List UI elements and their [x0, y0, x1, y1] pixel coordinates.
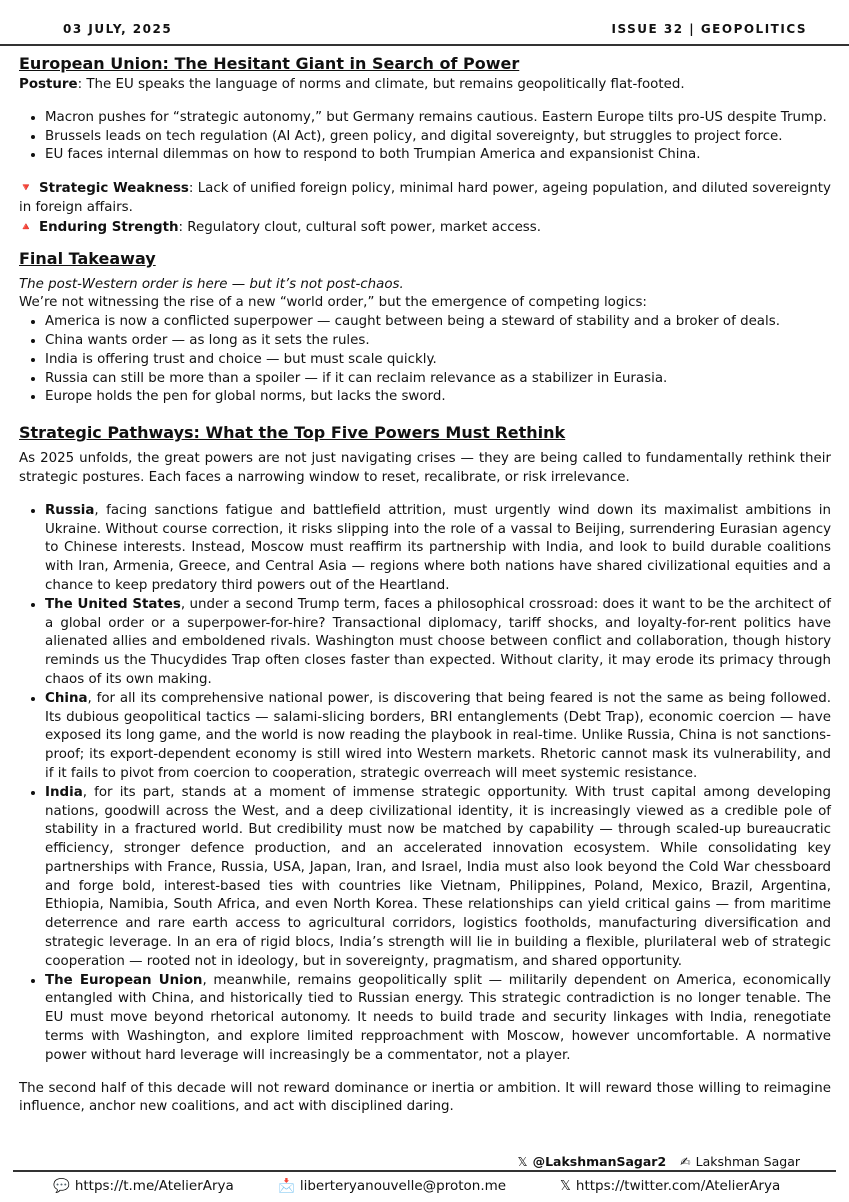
pathways-title: Strategic Pathways: What the Top Five Powers Must Rethink	[19, 423, 566, 443]
email-link[interactable]	[278, 1178, 506, 1194]
closing-paragraph: The second half of this decade will not reward dominance or inertia or ambition. It will reward those willing to reimagine influence, anchor new coalitions, and act with disciplined daring.	[19, 1080, 831, 1115]
red-up-triangle-icon: 🔺	[19, 219, 33, 233]
eu-strength	[19, 218, 831, 238]
power-text: , facing sanctions fatigue and battlefield attrition, must urgently wind down its maximalist ambitions in Ukraine. Without course correction, it risks slipping into the role of a vassal to Beijing, surrendering Eurasian agency to Chinese interests. Instead, Moscow must reaffirm its partnership with India, and look to build durable coalitions with Iran, Armenia, Greece, and Central Asia — regions where both nations have shared civilizational equities and a chance to keep predatory third powers out of the Heartland.	[45, 502, 831, 593]
list-item: • America is now a conflicted superpower — caught between being a steward of stability and a broker of deals.	[45, 313, 831, 332]
takeaway-title: Final Takeaway	[19, 248, 156, 268]
posture-label: Posture	[19, 77, 78, 92]
x-logo-icon: 𝕏	[517, 1154, 528, 1169]
power-text: , for its part, stands at a moment of immense strategic opportunity. With trust capital among developing nations, goodwill across the West, and a deep civilizational identity, it is increasingly viewed as a credible pole of stability in a fractured world. But credibility must now be matched by capability — through scaled-up bureaucratic efficiency, stronger defence production, and an accelerated innovation ecosystem. While consolidating key partnerships with France, Russia, USA, Japan, Iran, and Israel, India must also look beyond the Cold War chessboard and forge bold, interest-based ties with countries like Vietnam, Philippines, Poland, Mexico, Brazil, Argentina, Ethiopia, Namibia, South Africa, and even North Korea. These relationships can yield critical gains — from maritime deterrence and rare earth access to agricultural corridors, logistics footholds, manufacturing diversification and strategic leverage. In an era of rigid blocs, India’s strength will lie in building a flexible, plurilateral web of strategic cooperation — rooted not in ideology, but in sovereignty, pragmatism, and shared opportunity.	[45, 784, 831, 969]
telegram-url[interactable]: https://t.me/AtelierArya	[74, 1178, 234, 1194]
list-item	[45, 596, 831, 690]
pathways-intro: As 2025 unfolds, the great powers are not just navigating crises — they are being called to fundamentally rethink their strategic postures. Each faces a narrowing window to reset, recalibrate, or risk irrelevance.	[19, 451, 831, 485]
eu-bullet-list	[19, 109, 831, 165]
list-item	[45, 502, 831, 596]
list-item: • Brussels leads on tech regulation (AI Act), green policy, and digital sovereignty, but struggles to project force.	[45, 128, 831, 147]
telegram-link[interactable]	[53, 1178, 234, 1194]
list-item: • EU faces internal dilemmas on how to respond to both Trumpian America and expansionist China.	[45, 146, 831, 165]
article-body	[19, 52, 831, 1117]
eu-weakness	[19, 179, 831, 218]
strength-text: : Regulatory clout, cultural soft power, market access.	[178, 219, 542, 235]
strength-label: Enduring Strength	[38, 219, 179, 235]
list-item	[45, 690, 831, 784]
power-name: The European Union	[45, 972, 203, 988]
red-down-triangle-icon: 🔻	[19, 181, 33, 195]
list-item: • India is offering trust and choice — but must scale quickly.	[45, 351, 831, 370]
footer-links	[13, 1170, 836, 1202]
writing-hand-icon: ✍	[680, 1154, 691, 1169]
weakness-text: : Lack of unified foreign policy, minimal hard power, ageing population, and diluted sovereignty in foreign affairs.	[19, 181, 831, 215]
takeaway-bullet-list	[19, 313, 831, 407]
power-name: Russia	[45, 502, 95, 518]
author-name: Lakshman Sagar	[695, 1154, 800, 1169]
twitter-url[interactable]: https://twitter.com/AtelierArya	[575, 1178, 781, 1194]
list-item: • Macron pushes for “strategic autonomy,” but Germany remains cautious. Eastern Europe tilts pro-US despite Trump.	[45, 109, 831, 128]
speech-bubble-icon: 💬	[53, 1178, 70, 1194]
author-signature	[518, 1154, 801, 1169]
takeaway-italic-line: The post-Western order is here — but it’s not post-chaos.	[19, 276, 404, 292]
list-item	[45, 784, 831, 972]
list-item	[45, 972, 831, 1066]
issue-date: 03 JULY, 2025	[63, 22, 173, 36]
email-address[interactable]: liberteryanouvelle@proton.me	[299, 1178, 507, 1194]
eu-section-title: European Union: The Hesitant Giant in Search of Power	[19, 54, 520, 73]
envelope-icon: 📩	[278, 1178, 295, 1194]
power-name: The United States	[45, 596, 181, 612]
twitter-link[interactable]	[560, 1178, 780, 1194]
takeaway-intro: We’re not witnessing the rise of a new “world order,” but the emergence of competing logics:	[19, 295, 647, 311]
issue-header	[0, 0, 849, 46]
eu-posture	[19, 76, 831, 95]
power-text: , for all its comprehensive national power, is discovering that being feared is not the same as being followed. Its dubious geopolitical tactics — salami-slicing borders, BRI entanglements (Debt Trap), economic coercion — have exposed its long game, and the world is now reading the playbook in real-time. Unlike Russia, China is not sanctions-proof; its export-dependent economy is still wired into Western markets. Rhetoric cannot mask its vulnerability, and if it fails to pivot from coercion to cooperation, strategic overreach will meet systemic resistance.	[45, 690, 831, 781]
list-item: • Russia can still be more than a spoiler — if it can reclaim relevance as a stabilizer in Eurasia.	[45, 370, 831, 389]
pathways-list	[19, 502, 831, 1066]
power-name: India	[45, 784, 83, 800]
weakness-label: Strategic Weakness	[39, 181, 189, 197]
list-item: • Europe holds the pen for global norms, but lacks the sword.	[45, 388, 831, 407]
posture-text: : The EU speaks the language of norms and climate, but remains geopolitically flat-footed.	[77, 77, 685, 92]
power-name: China	[45, 690, 88, 706]
x-logo-icon: 𝕏	[560, 1178, 571, 1194]
author-handle[interactable]: @LakshmanSagar2	[532, 1154, 667, 1169]
power-text: , meanwhile, remains geopolitically split — militarily dependent on America, economically entangled with China, and historically tied to Russian energy. This strategic contradiction is no longer tenable. The EU must move beyond rhetorical autonomy. It needs to build trade and security linkages with India, renegotiate terms with Washington, and explore limited repproachment with Moscow, however uncomfortable. A normative power without hard leverage will increasingly be a commentator, not a player.	[45, 972, 831, 1063]
power-text: , under a second Trump term, faces a philosophical crossroad: does it want to be the architect of a global order or a superpower-for-hire? Transactional diplomacy, tariff shocks, and loyalty-for-rent politics have alienated allies and emboldened rivals. Washington must choose between conflict and collaboration, though history reminds us the Thucydides Trap often closes faster than expected. Without clarity, it may erode its primacy through chaos of its own making.	[45, 596, 832, 687]
list-item: • China wants order — as long as it sets the rules.	[45, 332, 831, 351]
issue-label: ISSUE 32 | GEOPOLITICS	[611, 22, 807, 36]
